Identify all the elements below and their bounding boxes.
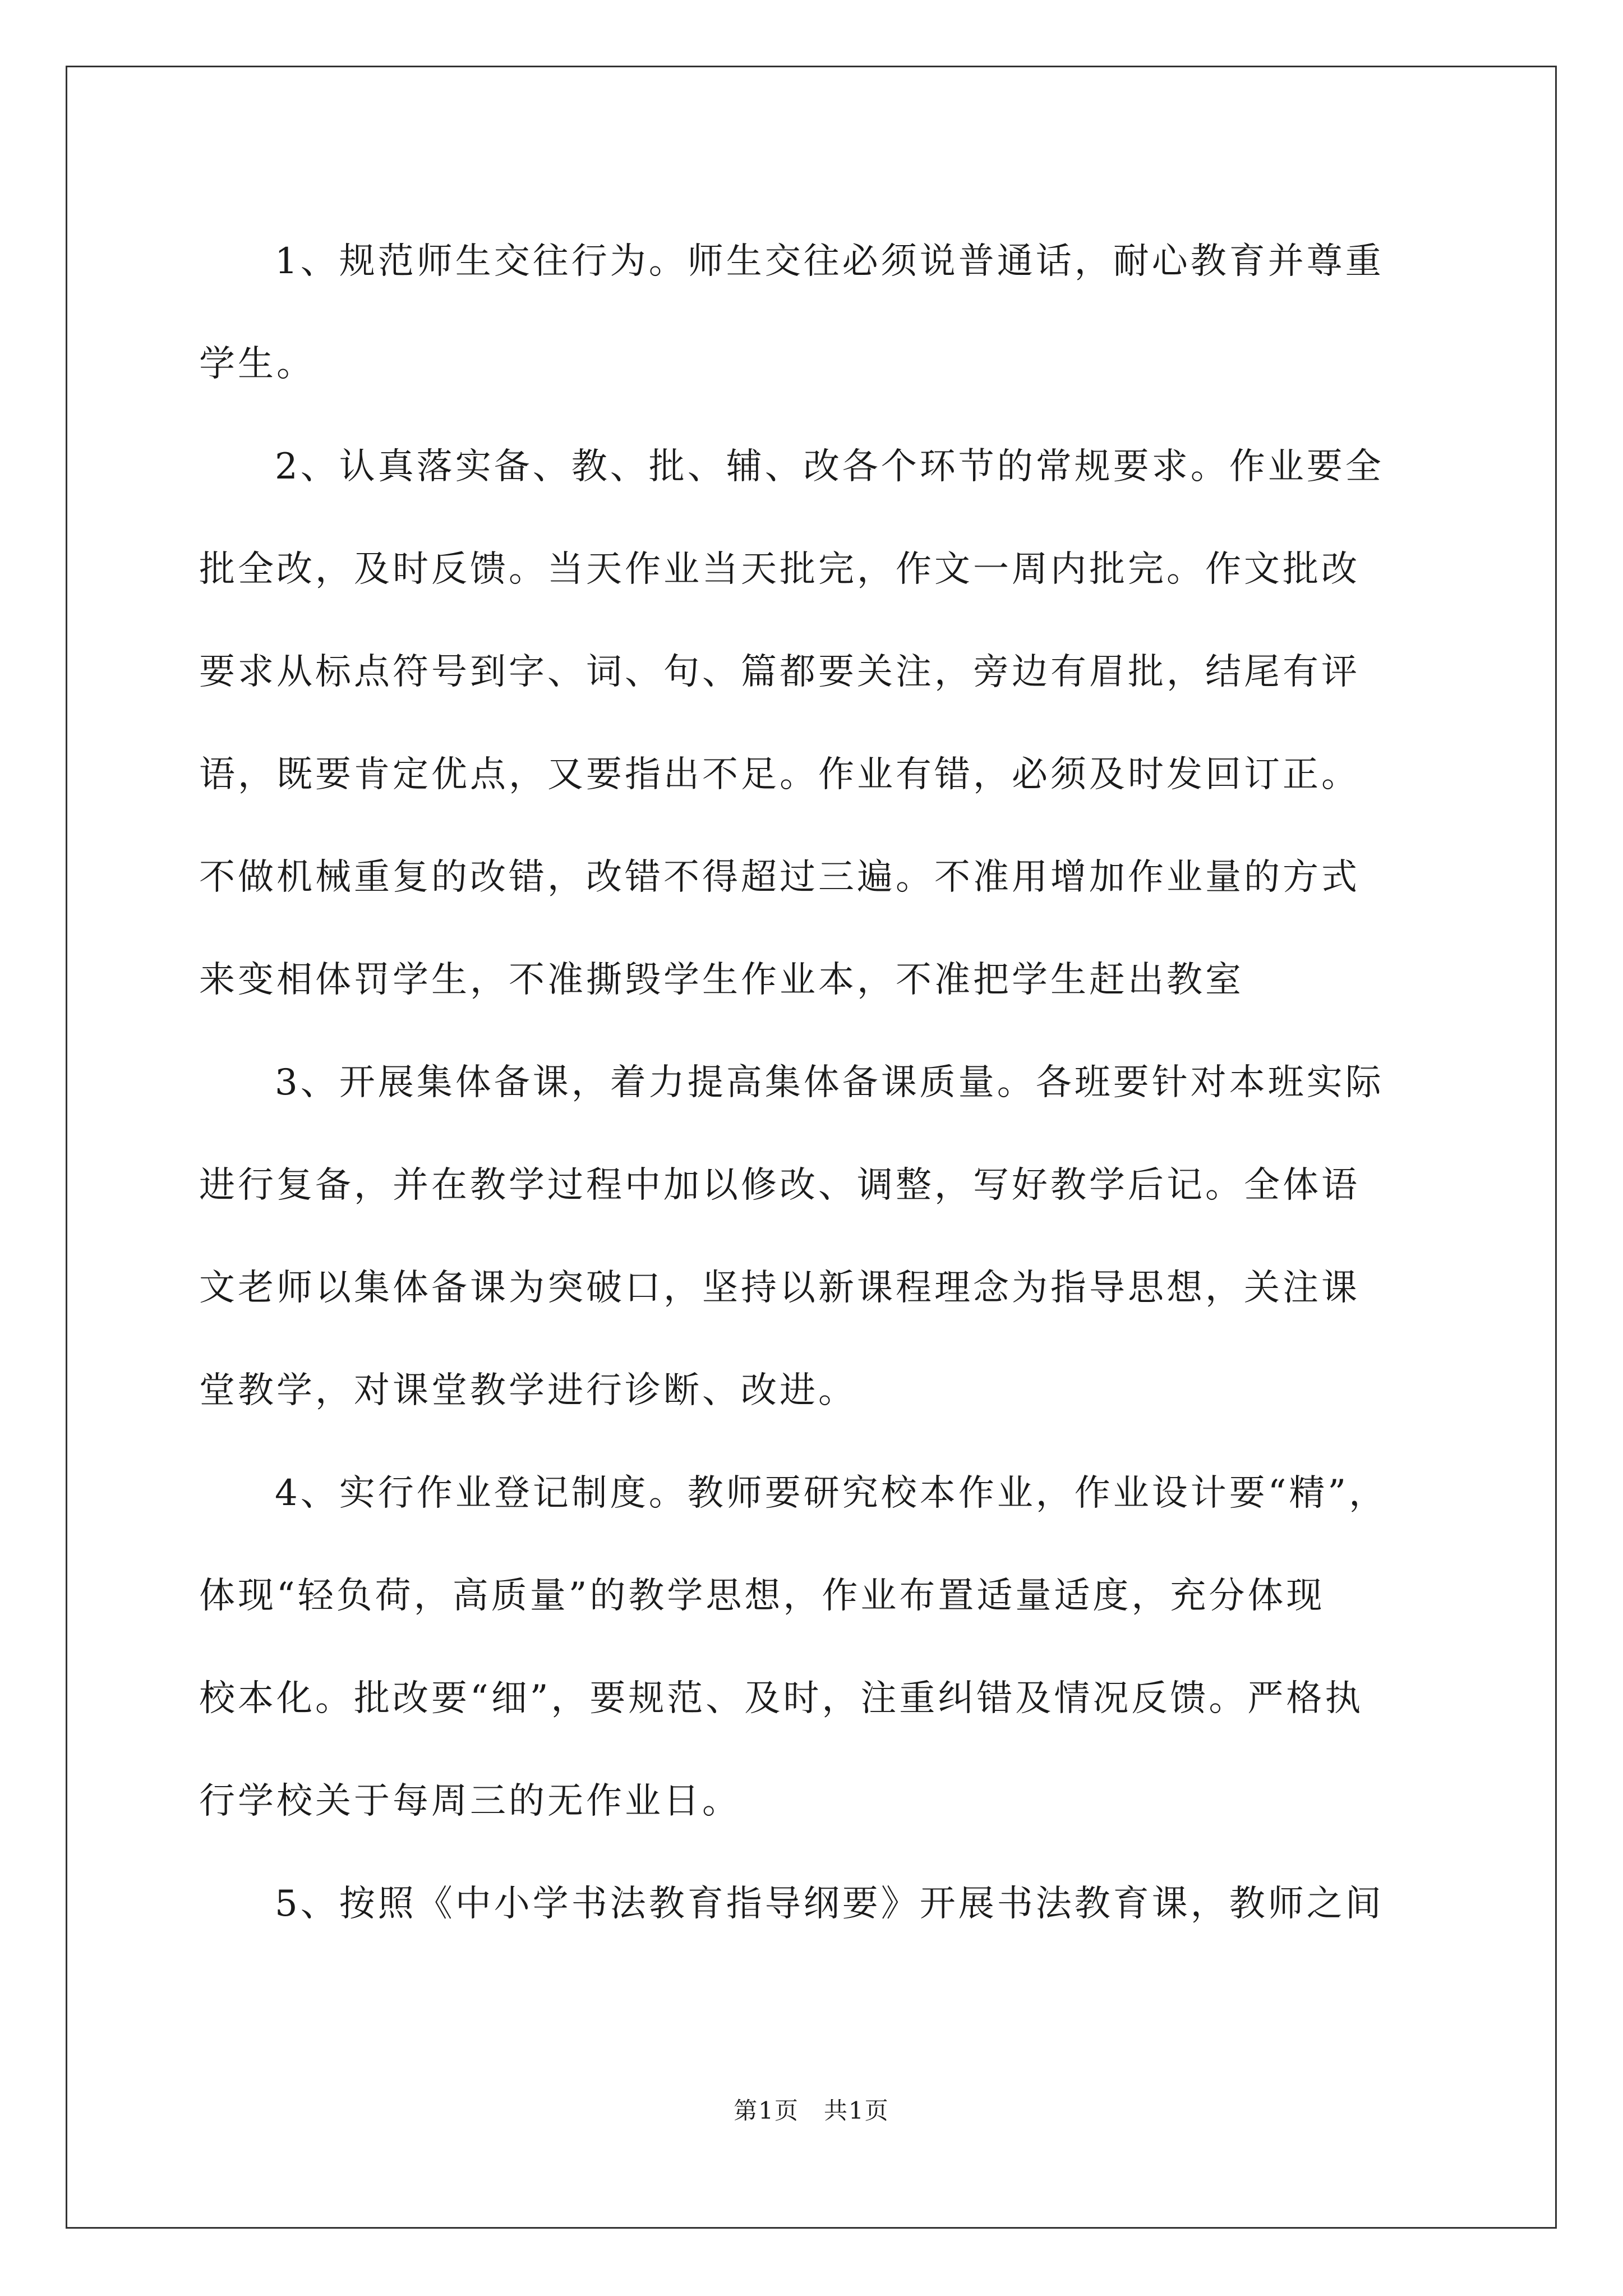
text-line: 3、开展集体备课，着力提高集体备课质量。各班要针对本班实际: [275, 1062, 1384, 1103]
text-line: 行学校关于每周三的无作业日。: [199, 1780, 741, 1822]
text-line: 来变相体罚学生，不准撕毁学生作业本，不准把学生赶出教室: [199, 959, 1244, 1001]
text-line: 进行复备，并在教学过程中加以修改、调整，写好教学后记。全体语: [199, 1165, 1360, 1206]
text-line: 文老师以集体备课为突破口，坚持以新课程理念为指导思想，关注课: [199, 1267, 1360, 1309]
text-line: 语，既要肯定优点，又要指出不足。作业有错，必须及时发回订正。: [199, 754, 1360, 795]
text-line: 堂教学，对课堂教学进行诊断、改进。: [199, 1370, 857, 1411]
text-line: 1、规范师生交往行为。师生交往必须说普通话，耐心教育并尊重: [275, 241, 1384, 282]
text-line: 2、认真落实备、教、批、辅、改各个环节的常规要求。作业要全: [275, 446, 1384, 487]
text-line: 体现“轻负荷，高质量”的教学思想，作业布置适量适度，充分体现: [199, 1575, 1325, 1617]
text-line: 校本化。批改要“细”，要规范、及时，注重纠错及情况反馈。严格执: [199, 1678, 1364, 1719]
text-line: 4、实行作业登记制度。教师要研究校本作业，作业设计要“精”，: [275, 1473, 1388, 1514]
text-line: 批全改，及时反馈。当天作业当天批完，作文一周内批完。作文批改: [199, 549, 1360, 590]
text-line: 要求从标点符号到字、词、句、篇都要关注，旁边有眉批，结尾有评: [199, 651, 1360, 693]
text-line: 学生。: [199, 343, 315, 385]
document-body: [199, 210, 1441, 1955]
text-line: 5、按照《中小学书法教育指导纲要》开展书法教育课，教师之间: [275, 1883, 1384, 1925]
page-number-footer: 第1页 共1页: [734, 2097, 889, 2124]
text-line: 不做机械重复的改错，改错不得超过三遍。不准用增加作业量的方式: [199, 857, 1360, 898]
